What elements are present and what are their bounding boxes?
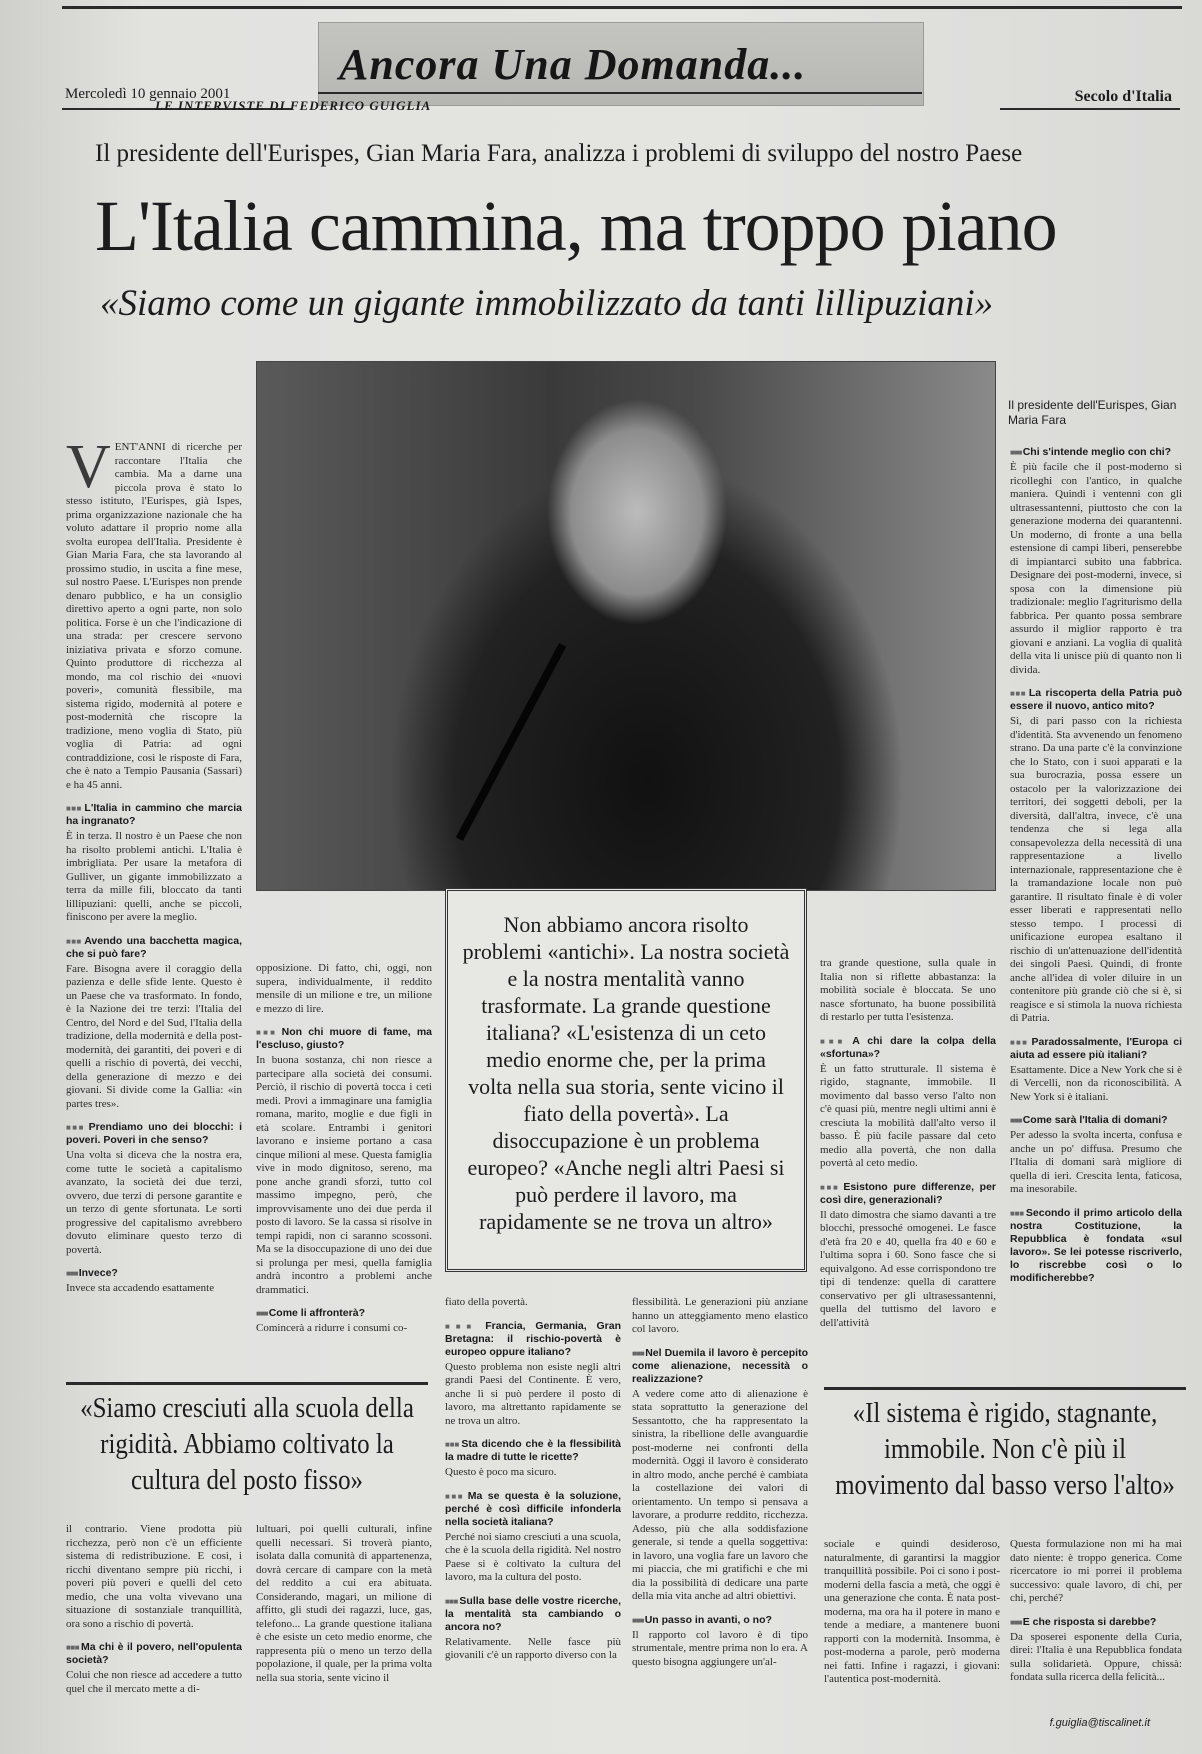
answer: Sì, di pari passo con la richiesta d'identità. Sta avvenendo un fenomeno strano. Da una parte c'è la convinzione che lo Stato, con i suoi apparati e la sua burocrazia, possa essere un ostacolo per la valorizzazione dei territori, dei soggetti deboli, per la diversità, dall'altra, invece, c'è una tendenza che si lega alla consapevolezza della necessità di una rappresentazione a livello internazionale, rappresentazione che è la tramandazione locale non può garantire. Il risultato finale è di voler esser liberati e rappresentati nello stesso tempo. I processi di unificazione europea esaltano il rischio di un'attenuazione dell'identità dei singoli Paesi. Quindi, di fronte anche all'idea di voler diluire in un contenitore più grande ciò che si è, si reagisce e si stimola la nuova richiesta di Patria. [1010,715,1182,1024]
answer: Il rapporto col lavoro è di tipo strumentale, mentre prima non lo era. A questo bisogna aggiungere un'al- [632,1628,808,1668]
question: ■■■ Esistono pure differenze, per così dire, generazionali? [820,1181,996,1207]
column-bottom-2 [256,1523,432,1743]
answer: Relativamente. Nelle fasce più giovanili c'è un rapporto diverso con la [445,1635,621,1661]
answer: Questo è poco ma sicuro. [445,1466,557,1478]
answer: Colui che non riesce ad accedere a tutto quel che il mercato mette a di- [66,1669,242,1695]
answer: È più facile che il post-moderno si ricolleghi con l'antico, in qualche maniera. Quindi i ventenni con gli ultrasessantenni, piuttosto che con la generazione moderna dei quarantenni. Un moderno, di fronte a una bella estensione di campi liberi, penserebbe di impiantarci subito una fabbrica. Designare dei post-moderni, invece, si sposa con la dimensione più tradizionale: meglio l'agriturismo della fabbrica. Per quanto possa sembrare assurdo il miglior rapporto è tra giovani e anziani. La voglia di qualità della vita li unisce più di quanto non li divida. [1010,461,1182,676]
masthead-rule [318,92,922,94]
masthead-subtitle: LE INTERVISTE DI FEDERICO GUIGLIA [155,98,432,113]
column-1 [66,441,242,1341]
column-3 [445,1296,621,1746]
newspaper-name: Secolo d'Italia [1074,88,1172,105]
top-rule [62,6,1182,9]
answer: Questo problema non esiste negli altri grandi Paesi del Continente. È vero, anche lì si può perdere il posto di lavoro, ma altrettanto rapidamente se ne trova un altro. [445,1360,621,1427]
answer: Perché noi siamo cresciuti a una scuola, che è la scuola della rigidità. Nel nostro Paese si è coltivato la cultura del lavoro, ma la cultura del posto. [445,1530,621,1583]
photo-caption: Il presidente dell'Eurispes, Gian Maria Fara [1008,398,1177,427]
question: ■■■ Sta dicendo che è la flessibilità la madre di tutte le ricette? [445,1438,621,1464]
answer: In buona sostanza, chi non riesce a partecipare alla società dei consumi. Perciò, il rischio di povertà tocca i ceti medi. Provi a immaginare una famiglia romana, marito, moglie e due figli in età scolare. Entrambi i genitori lavorano e insieme portano a casa cinque milioni al mese. Questa famiglia vive in modo dignitoso, sereno, ma pone anche grandi sforzi, tutto col massimo impegno, però, che improvvisamente uno dei due perda il posto di lavoro. Se la cassa si risolve in tempi rapidi, non ci saranno scossoni. Ma se la disoccupazione di uno dei due si prolunga per mesi, quella famiglia andrà incontro a problemi anche drammatici. [256,1054,432,1296]
drop-cap: V [66,441,111,501]
question: ■■■ Nel Duemila il lavoro è percepito come alienazione, necessità o realizzazione? [632,1347,808,1386]
question: ■■■ Avendo una bacchetta magica, che si può fare? [66,935,242,961]
masthead-title: Ancora Una Domanda... [339,40,807,89]
author-email: f.guiglia@tiscalinet.it [1049,1717,1150,1729]
question: ■■■ Non chi muore di fame, ma l'escluso, giusto? [256,1026,432,1052]
subheadline: «Siamo come un gigante immobilizzato da tanti lillipuziani» [100,283,994,324]
answer: Il dato dimostra che siamo davanti a tre blocchi, pressoché omogenei. Le fasce d'età fra 20 e 40, quella fra 40 e 60 e l'ultima sopra i 60. Sono fasce che si equivalgono. Ad esse corrispondono tre tipi di tendenze: quella di carattere conservativo per gli ultrasessantenni, quella del tuttismo del lavoro e dell'attività [820,1208,996,1329]
question: ■■■ Come li affronterà? [256,1307,432,1320]
left-pullquote: «Siamo cresciuti alla scuola della rigidità. Abbiamo coltivato la cultura del posto fisso» [80,1392,414,1496]
answer: Per adesso la svolta incerta, confusa e anche un po' diffusa. Presumo che l'Italia di domani sarà migliore di quella di ieri. Crescita lenta, faticosa, ma inesorabile. [1010,1129,1182,1195]
question: ■■■ La riscoperta della Patria può essere il nuovo, antico mito? [1010,687,1182,713]
column-right [1010,436,1182,1376]
question: ■■■ Chi s'intende meglio con chi? [1010,446,1182,459]
column-2 [256,962,432,1342]
intro-text: ENT'ANNI di ricerche per raccontare l'Italia che cambia. Ma a darne una piccola prova è stato lo stesso istituto, l'Eurispes, già Ispes, prima organizzazione nazionale che ha voluto adattare il proprio nome alla svolta europea dell'Italia. Presidente è Gian Maria Fara, che sta lavorando al prossimo studio, in uscita a fine mese, sul nostro Paese. L'Eurispes non prende denaro pubblico, e ha un consiglio direttivo aperto a ogni parte, non solo politica. Forse è un che l'indicazione di una strada: per crescere servono iniziativa privata e sforzo comune. Quinto produttore di ricchezza al mondo, ma col rischio dei «nuovi poveri», comunità flessibile, ma sistema rigido, modernità al potere e post-modernità che riscopre la tradizione, meno voglia di Stato, più voglia di Patria: ad ogni contraddizione, così le risposte di Fara, che è nato a Tempio Pausania (Sassari) e ha 45 anni. [66,441,242,791]
question: ■■■ A chi dare la colpa della «sfortuna»? [820,1035,996,1061]
question: ■■■ Invece? [66,1267,242,1280]
column-bottom-4 [1010,1538,1182,1713]
interviewee-photo [256,361,996,891]
answer: A vedere come atto di alienazione è stata soprattutto la generazione del Sessantotto, che ha rappresentato la sinistra, la ribellione delle avanguardie post-moderne nei confronti della modernità. Oggi il lavoro è considerato in altro modo, anche perché è cambiata la costellazione dei valori di orientamento. Un tempo si pensava a lavorare, a produrre reddito, ricchezza. Adesso, più che alla soddisfazione generale, si tende a quella soggettiva: in lavoro, una voglia fare un lavoro che mi piaccia, che mi gratifichi e che mi dia la possibilità di dedicare una parte della mia vita anche ad altri obiettivi. [632,1387,808,1602]
answer-continued: fiato della povertà. [445,1296,528,1308]
center-pullquote: Non abbiamo ancora risolto problemi «antichi». La nostra società e la nostra mentalità vanno trasformate. La grande questione italiana? «L'esistenza di un ceto medio enorme che, per la prima volta nella sua storia, sente vicino il fiato della povertà». La disoccupazione è un problema europeo? «Anche negli altri Paesi si può perdere il lavoro, ma rapidamente se ne trova un altro» [445,888,807,1272]
answer: Questa formulazione non mi ha mai dato niente: è troppo generica. Come ricercatore io mi porrei il problema successivo: quale lavoro, di chi, per chi, perché? [1010,1538,1182,1604]
answer-continued: il contrario. Viene prodotta più ricchezza, però non c'è un efficiente sistema di redistribuzione. E così, i ricchi diventano sempre più ricchi, i poveri più poveri e quelli del ceto medio, che una volta vivevano una situazione di sostanziale tranquillità, ora sono a rischio di povertà. [66,1523,242,1630]
column-bottom-3 [824,1538,1000,1708]
answer: Comincerà a ridurre i consumi co- [256,1322,408,1334]
answer: Da sposerei esponente della Curia, direi: l'Italia è una Repubblica fondata sulla solidarietà. Oppure, chissà: fondata sulla ricerca della felicità... [1010,1630,1182,1683]
answer: È in terza. Il nostro è un Paese che non ha risolto problemi antichi. L'Italia è imbrigliata. Per usare la metafora di Gulliver, un gigante immobilizzato a terra da mille fili, bloccato da tanti lillipuziani: quelli, anche se piccoli, finiscono per avere la meglio. [66,830,242,923]
column-4 [632,1296,808,1746]
question: ■■■ Secondo il primo articolo della nostra Costituzione, la Repubblica è fondata «sul lavoro». Se lei potesse riscriverlo, lo riscrebbe così o lo modificherebbe? [1010,1207,1182,1285]
column-5 [820,957,996,1342]
source-rule [1000,108,1180,110]
kicker: Il presidente dell'Eurispes, Gian Maria Fara, analizza i problemi di sviluppo del nostro Paese [95,140,1023,167]
question: ■■■ Francia, Germania, Gran Bretagna: il rischio-povertà è europeo oppure italiano? [445,1320,621,1359]
answer: Esattamente. Dice a New York che si è di Vercelli, non da riconoscibilità. A New York si è italiani. [1010,1063,1182,1103]
pullquote-rule [824,1387,1186,1390]
issue-date: Mercoledì 10 gennaio 2001 [65,86,231,102]
question: ■■■ Ma se questa è la soluzione, perché è così difficile infonderla nella società italiana? [445,1490,621,1529]
column-bottom-1 [66,1523,242,1743]
answer: È un fatto strutturale. Il sistema è rigido, stagnante, immobile. Il movimento dal basso verso l'alto non c'è quasi più, mentre negli ultimi anni è cresciuta la mobilità dall'alto verso il basso. È più facile passare dal ceto medio alla povertà, che non dalla povertà al ceto medio. [820,1062,996,1169]
microphone-shape [456,643,566,841]
answer: Una volta si diceva che la nostra era, come tutte le società a capitalismo avanzato, la società dei due terzi, ovvero, due terzi di persone garantite e un terzo di gente sfortunata. Le sorti progressive del capitalismo avrebbero dovuto eliminare questo terzo di povertà. [66,1149,242,1256]
answer-continued: opposizione. Di fatto, chi, oggi, non supera, individualmente, il reddito mensile di un milione e tre, un milione e mezzo di lire. [256,962,432,1015]
question: ■■■ Un passo in avanti, o no? [632,1614,808,1627]
answer: Invece sta accadendo esattamente [66,1282,215,1294]
answer-continued: tra grande questione, sulla quale in Italia non si riflette abbastanza: la mobilità sociale è bloccata. Se uno nasce sfortunato, ha buone possibilità di restarlo per tutta l'esistenza. [820,957,996,1023]
question: ■■■ Sulla base delle vostre ricerche, la mentalità sta cambiando o ancora no? [445,1595,621,1634]
question: ■■■ E che risposta si darebbe? [1010,1616,1182,1629]
question: ■■■ Paradossalmente, l'Europa ci aiuta ad essere più italiani? [1010,1036,1182,1062]
answer-continued: flessibilità. Le generazioni più anziane hanno un atteggiamento meno elastico col lavoro. [632,1296,808,1335]
right-pullquote: «Il sistema è rigido, stagnante, immobile. Non c'è più il movimento dal basso verso l'alto» [835,1397,1175,1501]
question: ■■■ Come sarà l'Italia di domani? [1010,1114,1182,1127]
headline: L'Italia cammina, ma troppo piano [95,186,1057,266]
question: ■■■ Ma chi è il povero, nell'opulenta società? [66,1641,242,1667]
question: ■■■ Prendiamo uno dei blocchi: i poveri. Poveri in che senso? [66,1121,242,1147]
answer: Fare. Bisogna avere il coraggio della pazienza e delle sfide lente. Questo è un Paese che va trasformato. In fondo, è la Nazione dei tre terzi: l'Italia del Centro, del Nord e del Sud, l'Italia della tradizione, della modernità e della post-modernità, dei garantiti, dei poveri e di quelli a rischio di povertà, dei vecchi, della generazione di mezzo e dei giovani. Si divide come la Gallia: «in partes tres». [66,962,242,1110]
answer-continued: sociale e quindi desideroso, naturalmente, di garantirsi la maggior tranquillità possibile. Poi ci sono i post-moderni della fascia a metà, che oggi è una generazione che conta. È nata post-moderna, ma ora ha il potere in mano e tende a mediare, a mantenere buoni rapporti con la modernità. Insomma, è post-moderna a parole, però moderna nei fatti. Infine i ragazzi, i giovani: l'autentica post-modernità. [824,1538,1000,1685]
question: ■■■ L'Italia in cammino che marcia ha ingranato? [66,802,242,828]
pullquote-rule [66,1382,428,1385]
answer-continued: lultuari, poi quelli culturali, infine quelli necessari. Si troverà pianto, isolata dalla comunità di appartenenza, dovrà cercare di campare con la metà del reddito a cui era abituata. Considerando, magari, un milione di affitto, gli studi dei ragazzi, luce, gas, telefono... La grande questione italiana è che esiste un ceto medio enorme, che rappresenta più o meno un terzo della popolazione, il quale, per la prima volta nella sua storia, sente vicino il [256,1523,432,1684]
